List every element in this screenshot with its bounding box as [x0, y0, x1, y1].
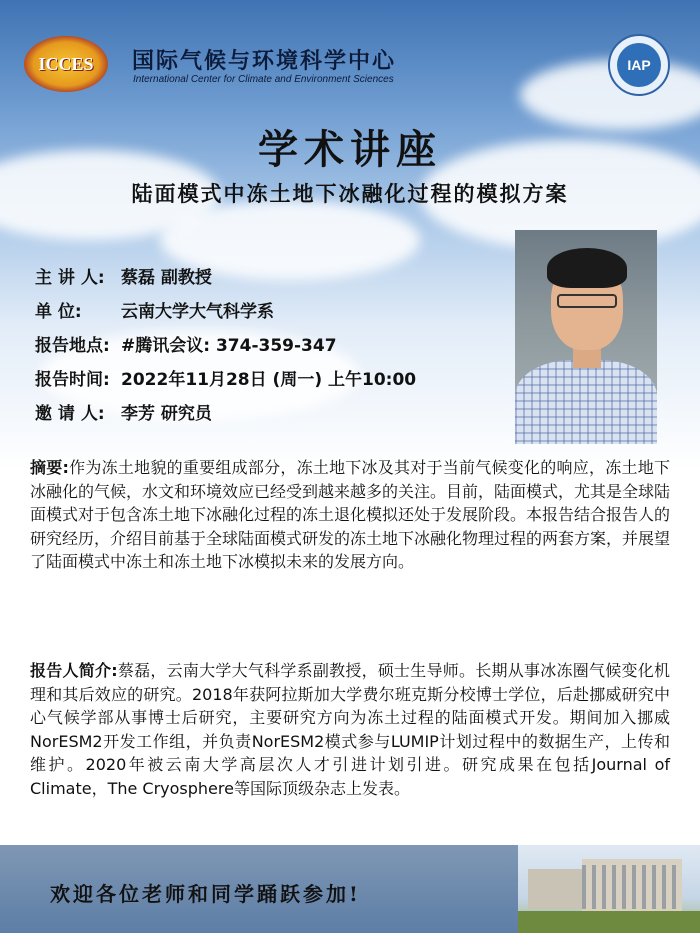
info-label: 邀 请 人: — [35, 403, 105, 424]
info-label: 主 讲 人: — [35, 267, 105, 288]
org-name-cn: 国际气候与环境科学中心 — [132, 48, 397, 74]
info-value: 2022年11月28日 (周一) 上午10:00 — [121, 369, 417, 390]
info-row-affiliation — [35, 292, 416, 326]
building-wing — [528, 869, 588, 909]
info-value: 蔡磊 副教授 — [121, 267, 212, 288]
abstract-text: 作为冻土地貌的重要组成部分，冻土地下冰及其对于当前气候变化的响应，冻土地下冰融化的气候，水文和环境效应已经受到越来越多的关注。目前，陆面模式，尤其是全球陆面模式对于包含冻土地下冰融化过程的冻土退化模拟还处于发展阶段。本报告结合报告人的研究经历，介绍目前基于全球陆面模式研发的冻土地下冰融化物理过程的两套方案，并展望了陆面模式中冻土和冻土地下冰模拟未来的发展方向。 — [30, 458, 671, 571]
info-row-time — [35, 360, 416, 394]
info-label: 单 位: — [35, 301, 82, 322]
photo-hair — [547, 248, 627, 288]
bio-label: 报告人简介: — [30, 661, 118, 680]
info-row-host — [35, 394, 416, 428]
building-lawn — [518, 911, 700, 933]
abstract-paragraph — [30, 456, 670, 574]
info-value: 云南大学大气科学系 — [121, 301, 274, 322]
welcome-text: 欢迎各位老师和同学踊跃参加! — [50, 882, 361, 906]
poster-subtitle: 陆面模式中冻土地下冰融化过程的模拟方案 — [131, 181, 569, 206]
building-windows — [582, 865, 682, 909]
info-label: 报告时间: — [35, 369, 110, 390]
campus-building-image — [518, 845, 700, 933]
info-value: 李芳 研究员 — [121, 403, 212, 424]
iap-logo-inner — [617, 43, 661, 87]
org-name-en: International Center for Climate and Environment Sciences — [133, 74, 394, 85]
photo-glasses — [557, 294, 617, 308]
abstract-label: 摘要: — [30, 458, 69, 477]
iap-logo — [608, 34, 670, 96]
poster-title: 学术讲座 — [258, 126, 442, 173]
info-row-location — [35, 326, 416, 360]
iap-logo-text: IAP — [627, 57, 651, 73]
info-row-speaker — [35, 258, 416, 292]
talk-info — [35, 258, 416, 428]
speaker-photo — [515, 230, 657, 444]
photo-shirt — [515, 360, 657, 444]
bio-text: 蔡磊，云南大学大气科学系副教授，硕士生导师。长期从事冰冻圈气候变化机理和其后效应的研究。2018年获阿拉斯加大学费尔班克斯分校博士学位，后赴挪威研究中心气候学部从事博士后研究，主要研究方向为冻土过程的陆面模式开发。期间加入挪威NorESM2开发工作组，并负责NorESM2模式参与LUMIP计划过程中的数据生产，上传和维护。2020年被云南大学高层次人才引进计划引进。研究成果在包括Journal of Climate，The Cryosphere等国际顶级杂志上发表。 — [30, 661, 670, 798]
icces-logo — [24, 36, 108, 92]
info-label: 报告地点: — [35, 335, 110, 356]
info-value: #腾讯会议: 374-359-347 — [121, 335, 337, 356]
icces-logo-text: ICCES — [38, 53, 94, 74]
bio-paragraph — [30, 659, 670, 800]
